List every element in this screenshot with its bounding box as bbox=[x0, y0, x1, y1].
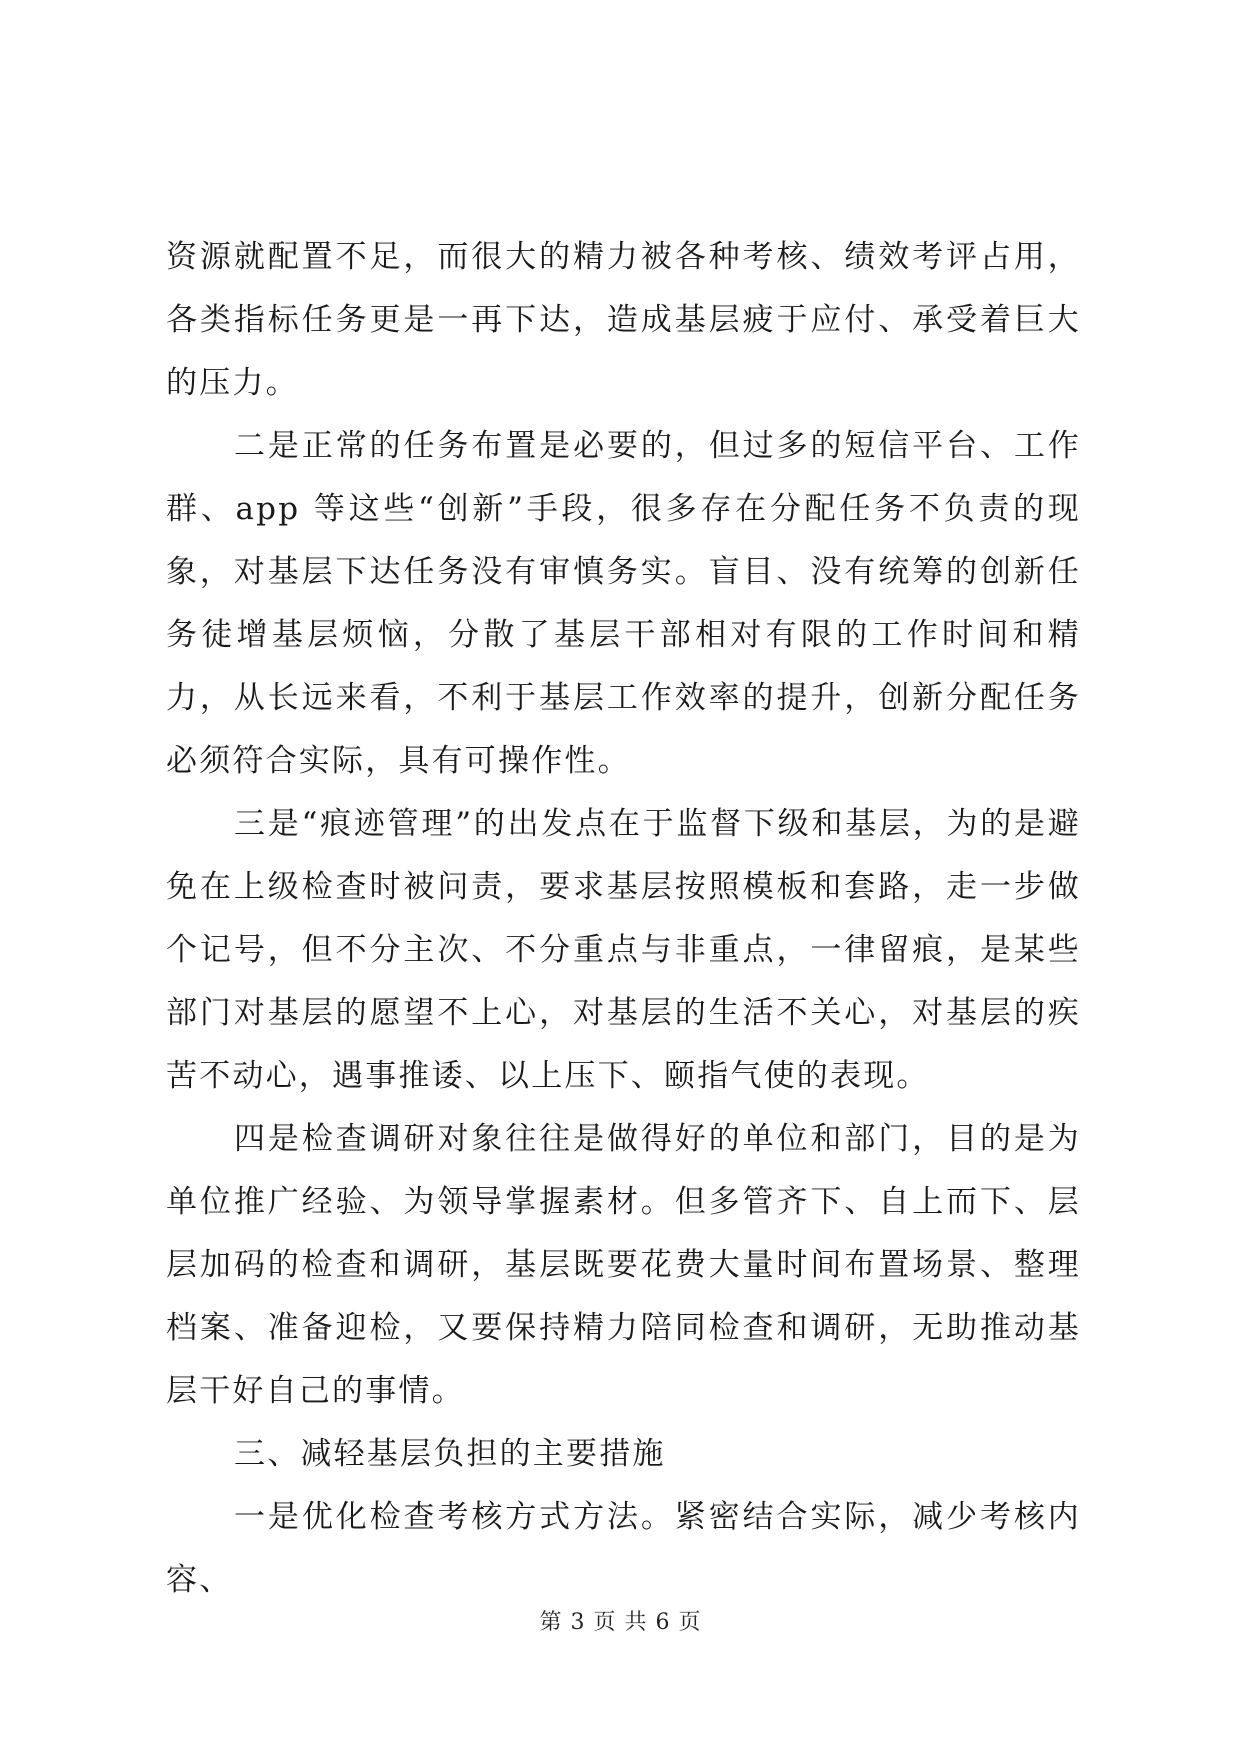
paragraph-point-three: 三是“痕迹管理”的出发点在于监督下级和基层，为的是避免在上级检查时被问责，要求基层按照模板和套路，走一步做个记号，但不分主次、不分重点与非重点，一律留痕，是某些部门对基层的愿望不上心，对基层的生活不关心，对基层的疾苦不动心，遇事推诿、以上压下、颐指气使的表现。 bbox=[166, 806, 1081, 1094]
section-heading: 三、减轻基层负担的主要措施 bbox=[234, 1436, 666, 1472]
paragraph-point-four: 四是检查调研对象往往是做得好的单位和部门，目的是为单位推广经验、为领导掌握素材。但多管齐下、自上而下、层层加码的检查和调研，基层既要花费大量时间布置场景、整理档案、准备迎检，又要保持精力陪同检查和调研，无助推动基层干好自己的事情。 bbox=[166, 1121, 1081, 1409]
paragraph-continued: 资源就配置不足，而很大的精力被各种考核、绩效考评占用，各类指标任务更是一再下达，造成基层疲于应付、承受着巨大的压力。 bbox=[166, 239, 1081, 401]
page-number-footer: 第 3 页 共 6 页 bbox=[539, 1610, 702, 1635]
document-body bbox=[166, 226, 1081, 1612]
paragraph-measure-one: 一是优化检查考核方式方法。紧密结合实际，减少考核内容、 bbox=[166, 1499, 1081, 1598]
paragraph-point-two: 二是正常的任务布置是必要的，但过多的短信平台、工作群、app 等这些“创新”手段，很多存在分配任务不负责的现象，对基层下达任务没有审慎务实。盲目、没有统筹的创新任务徒增基层烦恼，分散了基层干部相对有限的工作时间和精力，从长远来看，不利于基层工作效率的提升，创新分配任务必须符合实际，具有可操作性。 bbox=[166, 428, 1081, 779]
